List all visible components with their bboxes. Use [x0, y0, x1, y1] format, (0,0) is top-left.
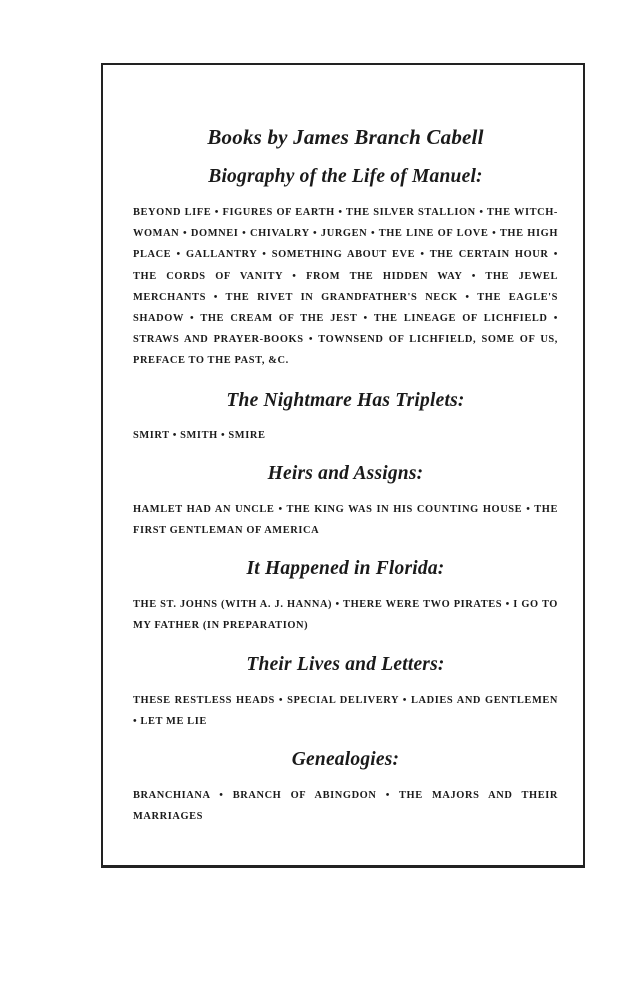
section-florida	[133, 555, 558, 636]
section-titles: HAMLET HAD AN UNCLE • THE KING WAS IN HIS COUNTING HOUSE • THE FIRST GENTLEMAN OF AMERICA	[133, 503, 558, 537]
page-title: Books by James Branch Cabell	[207, 125, 484, 149]
section-titles: BRANCHIANA • BRANCH OF ABINGDON • THE MAJORS AND THEIR MARRIAGES	[133, 790, 558, 823]
section-titles: BEYOND LIFE • FIGURES OF EARTH • THE SILVER STALLION • THE WITCH-WOMAN • DOMNEI • CHIVALRY • JURGEN • THE LINE OF LOVE • THE HIGH PLACE • GALLANTRY • SOMETHING ABOUT EVE • THE CERTAIN HOUR • THE CORDS OF VANITY • FROM THE HIDDEN WAY • THE JEWEL MERCHANTS • THE RIVET IN GRANDFATHER'S NECK • THE EAGLE'S SHADOW • THE CREAM OF THE JEST • THE LINEAGE OF LICHFIELD • STRAWS AND PRAYER-BOOKS • TOWNSEND OF LICHFIELD, SOME OF US, PREFACE TO THE PAST, &C.	[133, 207, 558, 367]
section-heading: The Nightmare Has Triplets:	[226, 389, 465, 411]
section-heading: Biography of the Life of Manuel:	[208, 166, 483, 187]
section-titles: THE ST. JOHNS (WITH A. J. HANNA) • THERE WERE TWO PIRATES • I GO TO MY FATHER (IN PREPARATION)	[133, 599, 558, 632]
section-lives-letters	[133, 651, 558, 732]
section-heirs	[133, 460, 558, 541]
section-genealogies	[133, 746, 558, 827]
section-biography	[133, 163, 558, 372]
page-content	[133, 122, 558, 827]
section-heading: Genealogies:	[291, 749, 400, 771]
section-heading: Their Lives and Letters:	[246, 653, 445, 675]
section-nightmare	[133, 387, 558, 446]
section-heading: It Happened in Florida:	[246, 558, 445, 580]
section-titles: THESE RESTLESS HEADS • SPECIAL DELIVERY • LADIES AND GENTLEMEN • LET ME LIE	[133, 694, 558, 727]
section-titles: SMIRT • SMITH • SMIRE	[133, 429, 266, 441]
section-heading: Heirs and Assigns:	[267, 462, 424, 484]
